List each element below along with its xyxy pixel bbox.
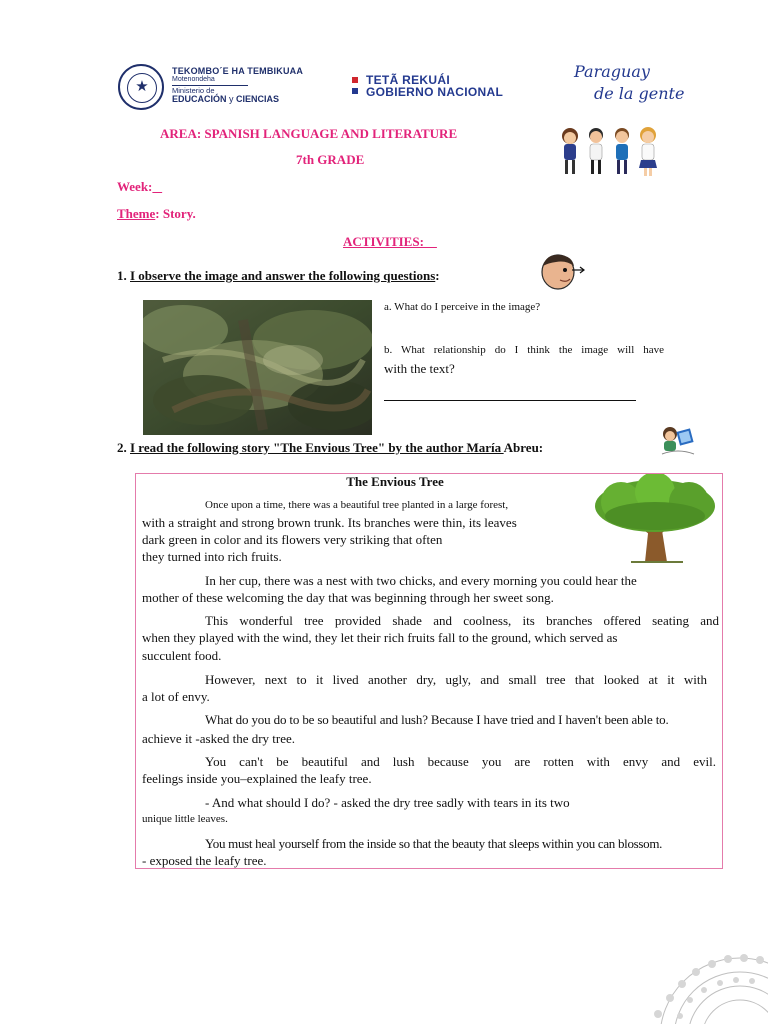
activities-heading: ACTIVITIES: <box>343 234 437 249</box>
ministry-name-guarani: TEKOMBO´E HA TEMBIKUAA <box>172 66 304 76</box>
students-illustration <box>556 124 668 178</box>
week-label: Week: <box>117 179 153 194</box>
story-line: achieve it -asked the dry tree. <box>142 731 296 746</box>
question-b-line-1: b. What relationship do I think the image will have <box>384 344 664 356</box>
ministry-label: Ministerio de <box>172 86 215 95</box>
story-line: What do you do to be so beautiful and lush? Because I have tried and I haven't been able to. <box>205 712 669 727</box>
forest-tree-photo <box>143 300 372 435</box>
story-line: This wonderful tree provided shade and coolness, its branches offered seating and <box>205 613 719 628</box>
story-line: However, next to it lived another dry, ugly, and small tree that looked at it with <box>205 672 707 687</box>
theme-label: Theme: Story. <box>117 206 196 221</box>
story-line: - And what should I do? - asked the dry tree sadly with tears in its two <box>205 795 570 810</box>
slogan-line-1: Paraguay <box>574 62 650 81</box>
area-heading: AREA: SPANISH LANGUAGE AND LITERATURE <box>160 126 458 141</box>
tree-illustration <box>591 474 719 564</box>
question-2-heading: 2. I read the following story "The Envious Tree" by the author María Abreu: <box>117 440 544 455</box>
story-line: with a straight and strong brown trunk. Its branches were thin, its leaves <box>142 515 517 530</box>
story-line: they turned into rich fruits. <box>142 549 282 564</box>
grade-heading: 7th GRADE <box>296 152 365 167</box>
story-title: The Envious Tree <box>346 474 444 489</box>
reading-child-icon <box>658 424 700 460</box>
lace-ornament <box>610 938 768 1024</box>
story-line: mother of these welcoming the day that was beginning through her sweet song. <box>142 590 554 605</box>
story-line: unique little leaves. <box>142 813 228 825</box>
story-line: a lot of envy. <box>142 689 210 704</box>
ministry-seal-logo: ★ <box>118 64 164 110</box>
answer-line[interactable] <box>384 400 636 401</box>
story-line: dark green in color and its flowers very striking that often <box>142 532 443 547</box>
question-b-line-2: with the text? <box>384 361 455 376</box>
government-name-spanish: GOBIERNO NACIONAL <box>366 85 504 99</box>
story-line: In her cup, there was a nest with two chicks, and every morning you could hear the <box>205 573 637 588</box>
story-line: succulent food. <box>142 648 222 663</box>
story-line: You can't be beautiful and lush because you are rotten with envy and evil. <box>205 754 716 769</box>
slogan-line-2: de la gente <box>594 84 685 103</box>
ministry-name-spanish: EDUCACIÓN y CIENCIAS <box>172 94 280 104</box>
flag-blue-square-icon <box>352 88 358 94</box>
story-line: Once upon a time, there was a beautiful tree planted in a large forest, <box>205 499 509 511</box>
question-1-heading: 1. I observe the image and answer the following questions: <box>117 268 440 283</box>
story-line: You must heal yourself from the inside so that the beauty that sleeps within you can blossom. <box>205 836 663 851</box>
ministry-subtitle: Motenondeha <box>172 76 215 83</box>
observing-face-icon <box>536 252 588 292</box>
story-line: feelings inside you–explained the leafy tree. <box>142 771 372 786</box>
story-line: - exposed the leafy tree. <box>142 853 267 868</box>
question-a: a. What do I perceive in the image? <box>384 301 541 313</box>
government-name-guarani: TETÃ REKUÁI <box>366 73 450 87</box>
story-line: when they played with the wind, they let their rich fruits fall to the ground, which served as <box>142 630 618 645</box>
flag-red-square-icon <box>352 77 358 83</box>
